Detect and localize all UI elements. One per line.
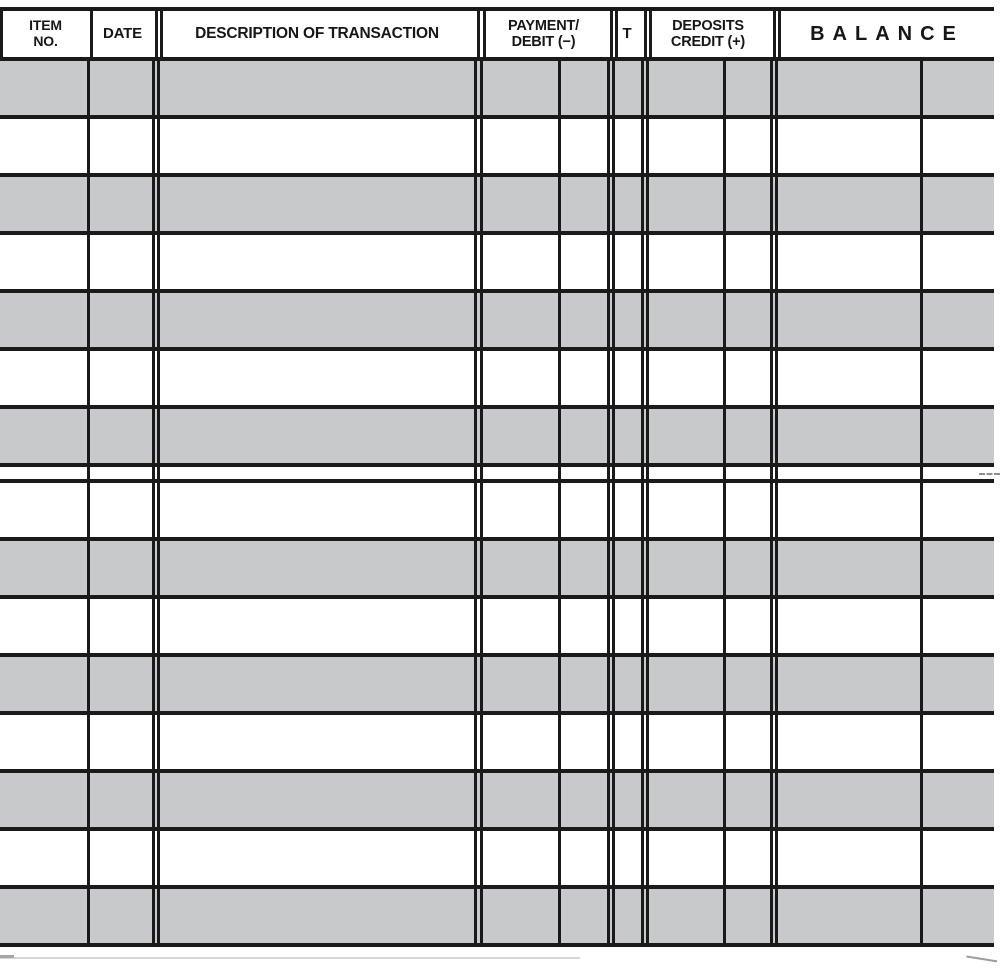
cell-deposits-credit — [644, 889, 723, 943]
column-divider-line — [607, 61, 610, 947]
column-divider-line — [644, 11, 647, 57]
cell-date — [88, 177, 157, 231]
column-divider-line — [558, 61, 561, 947]
cell-payment-debit — [477, 599, 558, 653]
cell-t — [610, 773, 644, 827]
cell-description — [157, 409, 477, 463]
cell-date — [88, 119, 157, 173]
cell-balance — [772, 409, 920, 463]
payment-label-line2: DEBIT (−) — [511, 34, 576, 50]
cell-deposits-credit — [644, 715, 723, 769]
cell-item-no — [0, 177, 88, 231]
cell-item-no — [0, 483, 88, 537]
cell-t — [610, 715, 644, 769]
cell-date — [88, 657, 157, 711]
cell-payment-cents — [558, 293, 610, 347]
cell-item-no — [0, 773, 88, 827]
cell-payment-cents — [558, 657, 610, 711]
cell-payment-debit — [477, 483, 558, 537]
cell-deposits-cents — [723, 889, 772, 943]
date-label: DATE — [103, 24, 142, 42]
column-divider-line — [90, 11, 93, 57]
item-no-label-line2: NO. — [33, 33, 58, 49]
cell-description — [157, 351, 477, 405]
cell-payment-debit — [477, 61, 558, 115]
column-divider-line — [723, 61, 726, 947]
cell-description — [157, 61, 477, 115]
column-divider-line — [480, 61, 483, 947]
cell-description — [157, 483, 477, 537]
cell-item-no — [0, 293, 88, 347]
column-divider-line — [160, 11, 163, 57]
cell-date — [88, 235, 157, 289]
cell-date — [88, 889, 157, 943]
cell-payment-cents — [558, 773, 610, 827]
cell-deposits-cents — [723, 235, 772, 289]
cell-payment-cents — [558, 409, 610, 463]
cell-balance-cents — [920, 235, 994, 289]
cell-balance — [772, 293, 920, 347]
column-divider-line — [773, 11, 776, 57]
column-divider-line — [649, 11, 652, 57]
cell-balance — [772, 61, 920, 115]
column-divider-line — [474, 61, 477, 947]
column-divider-line — [775, 61, 778, 947]
cell-deposits-cents — [723, 483, 772, 537]
cell-balance-cents — [920, 483, 994, 537]
cell-deposits-credit — [644, 351, 723, 405]
cell-balance-cents — [920, 773, 994, 827]
cell-t — [610, 599, 644, 653]
register-row — [0, 119, 994, 177]
cell-item-no — [0, 599, 88, 653]
column-divider-line — [920, 61, 923, 947]
cell-balance — [772, 599, 920, 653]
cell-balance — [772, 657, 920, 711]
cell-date — [88, 599, 157, 653]
cell-payment-cents — [558, 483, 610, 537]
cell-deposits-credit — [644, 599, 723, 653]
cell-deposits-cents — [723, 599, 772, 653]
cell-balance-cents — [920, 657, 994, 711]
t-label: T — [622, 24, 632, 42]
cell-payment-cents — [558, 541, 610, 595]
cell-description — [157, 541, 477, 595]
cell-description — [157, 773, 477, 827]
cell-item-no — [0, 119, 88, 173]
cell-item-no — [0, 61, 88, 115]
cell-balance — [772, 541, 920, 595]
cell-t — [610, 293, 644, 347]
cell-item-no — [0, 541, 88, 595]
cell-t — [610, 541, 644, 595]
table-header-row — [0, 7, 994, 61]
cell-balance — [772, 715, 920, 769]
register-row — [0, 773, 994, 831]
cell-payment-cents — [558, 235, 610, 289]
cell-date — [88, 409, 157, 463]
table-body — [0, 61, 994, 947]
cell-deposits-cents — [723, 61, 772, 115]
cell-item-no — [0, 657, 88, 711]
cell-deposits-credit — [644, 773, 723, 827]
cell-t — [610, 831, 644, 885]
cell-deposits-cents — [723, 351, 772, 405]
register-row — [0, 235, 994, 293]
cell-t — [610, 483, 644, 537]
cell-payment-debit — [477, 235, 558, 289]
cell-balance — [772, 831, 920, 885]
cell-date — [88, 61, 157, 115]
register-row — [0, 599, 994, 657]
cell-payment-debit — [477, 541, 558, 595]
cell-description — [157, 657, 477, 711]
cell-deposits-credit — [644, 235, 723, 289]
column-divider-line — [155, 11, 158, 57]
cell-deposits-cents — [723, 177, 772, 231]
column-divider-line — [641, 61, 644, 947]
scan-shadow-line — [0, 957, 580, 959]
column-divider-line — [615, 11, 618, 57]
cell-item-no — [0, 409, 88, 463]
column-header-date — [88, 11, 157, 57]
cell-item-no — [0, 831, 88, 885]
cell-description — [157, 831, 477, 885]
cell-deposits-credit — [644, 657, 723, 711]
cell-payment-cents — [558, 119, 610, 173]
register-row — [0, 351, 994, 409]
cell-t — [610, 889, 644, 943]
cell-description — [157, 235, 477, 289]
cell-description — [157, 119, 477, 173]
cell-payment-debit — [477, 831, 558, 885]
cell-deposits-credit — [644, 177, 723, 231]
cell-deposits-cents — [723, 293, 772, 347]
cell-description — [157, 177, 477, 231]
cell-item-no — [0, 351, 88, 405]
register-row — [0, 61, 994, 119]
cell-balance-cents — [920, 61, 994, 115]
cell-date — [88, 773, 157, 827]
cell-balance-cents — [920, 831, 994, 885]
check-register-table — [0, 7, 994, 947]
cell-payment-debit — [477, 889, 558, 943]
cell-date — [88, 715, 157, 769]
item-no-label-line1: ITEM — [29, 17, 62, 34]
cell-deposits-cents — [723, 773, 772, 827]
cell-t — [610, 409, 644, 463]
cell-t — [610, 61, 644, 115]
register-row — [0, 889, 994, 947]
cell-balance-cents — [920, 599, 994, 653]
cell-payment-debit — [477, 409, 558, 463]
cell-balance — [772, 235, 920, 289]
column-divider-line — [477, 11, 480, 57]
column-header-balance — [772, 11, 994, 57]
cell-balance-cents — [920, 177, 994, 231]
column-header-payment-debit — [477, 11, 610, 57]
cell-description — [157, 599, 477, 653]
cell-payment-debit — [477, 177, 558, 231]
cell-description — [157, 889, 477, 943]
bottom-left-scan-mark — [0, 955, 14, 958]
cell-t — [610, 657, 644, 711]
cell-date — [88, 483, 157, 537]
cell-payment-debit — [477, 293, 558, 347]
deposits-label-line2: CREDIT (+) — [670, 34, 746, 50]
register-row — [0, 657, 994, 715]
cell-balance-cents — [920, 715, 994, 769]
cell-deposits-cents — [723, 657, 772, 711]
cell-balance-cents — [920, 889, 994, 943]
column-divider-line — [778, 11, 781, 57]
cell-payment-debit — [477, 119, 558, 173]
cell-payment-debit — [477, 351, 558, 405]
cell-payment-cents — [558, 61, 610, 115]
column-divider-line — [483, 11, 486, 57]
page-curl-mark — [966, 947, 998, 963]
cell-payment-cents — [558, 889, 610, 943]
cell-t — [610, 351, 644, 405]
cell-balance-cents — [920, 409, 994, 463]
cell-payment-cents — [558, 177, 610, 231]
cell-deposits-cents — [723, 541, 772, 595]
cell-description — [157, 715, 477, 769]
cell-balance — [772, 483, 920, 537]
cell-payment-cents — [558, 351, 610, 405]
cell-balance — [772, 351, 920, 405]
cell-item-no — [0, 715, 88, 769]
cell-deposits-credit — [644, 61, 723, 115]
column-divider-line — [87, 61, 90, 947]
cell-balance — [772, 119, 920, 173]
cell-payment-debit — [477, 657, 558, 711]
cell-date — [88, 831, 157, 885]
cell-date — [88, 541, 157, 595]
cell-description — [157, 293, 477, 347]
cell-payment-cents — [558, 831, 610, 885]
register-row — [0, 293, 994, 351]
cell-payment-debit — [477, 715, 558, 769]
register-row — [0, 715, 994, 773]
cell-balance-cents — [920, 119, 994, 173]
cell-t — [610, 119, 644, 173]
cell-deposits-credit — [644, 119, 723, 173]
cell-deposits-credit — [644, 483, 723, 537]
page-fold-tear-mark — [979, 473, 1000, 475]
cell-item-no — [0, 889, 88, 943]
cell-payment-debit — [477, 773, 558, 827]
cell-payment-cents — [558, 599, 610, 653]
column-divider-line — [646, 61, 649, 947]
description-label: DESCRIPTION OF TRANSACTION — [195, 25, 439, 43]
cell-balance — [772, 889, 920, 943]
cell-item-no — [0, 235, 88, 289]
register-row — [0, 483, 994, 541]
column-divider-line — [152, 61, 155, 947]
column-divider-line — [157, 61, 160, 947]
cell-deposits-cents — [723, 409, 772, 463]
register-row — [0, 177, 994, 235]
register-row — [0, 541, 994, 599]
payment-label-line1: PAYMENT/ — [508, 17, 579, 34]
cell-date — [88, 293, 157, 347]
cell-balance — [772, 177, 920, 231]
cell-balance-cents — [920, 351, 994, 405]
cell-balance-cents — [920, 541, 994, 595]
cell-deposits-credit — [644, 293, 723, 347]
column-divider-line — [612, 61, 615, 947]
balance-label: BALANCE — [810, 22, 964, 45]
cell-balance-cents — [920, 293, 994, 347]
cell-deposits-credit — [644, 541, 723, 595]
cell-deposits-cents — [723, 119, 772, 173]
page-fold-gap — [0, 467, 994, 483]
cell-t — [610, 235, 644, 289]
cell-deposits-credit — [644, 409, 723, 463]
cell-payment-cents — [558, 715, 610, 769]
cell-date — [88, 351, 157, 405]
column-header-deposits-credit — [644, 11, 772, 57]
cell-deposits-cents — [723, 715, 772, 769]
register-row — [0, 831, 994, 889]
cell-deposits-cents — [723, 831, 772, 885]
cell-deposits-credit — [644, 831, 723, 885]
register-row — [0, 409, 994, 467]
column-divider-line — [610, 11, 613, 57]
cell-balance — [772, 773, 920, 827]
cell-t — [610, 177, 644, 231]
column-divider-line — [770, 61, 773, 947]
column-header-item-no — [3, 11, 88, 57]
column-header-description — [157, 11, 477, 57]
deposits-label-line1: DEPOSITS — [672, 17, 744, 34]
